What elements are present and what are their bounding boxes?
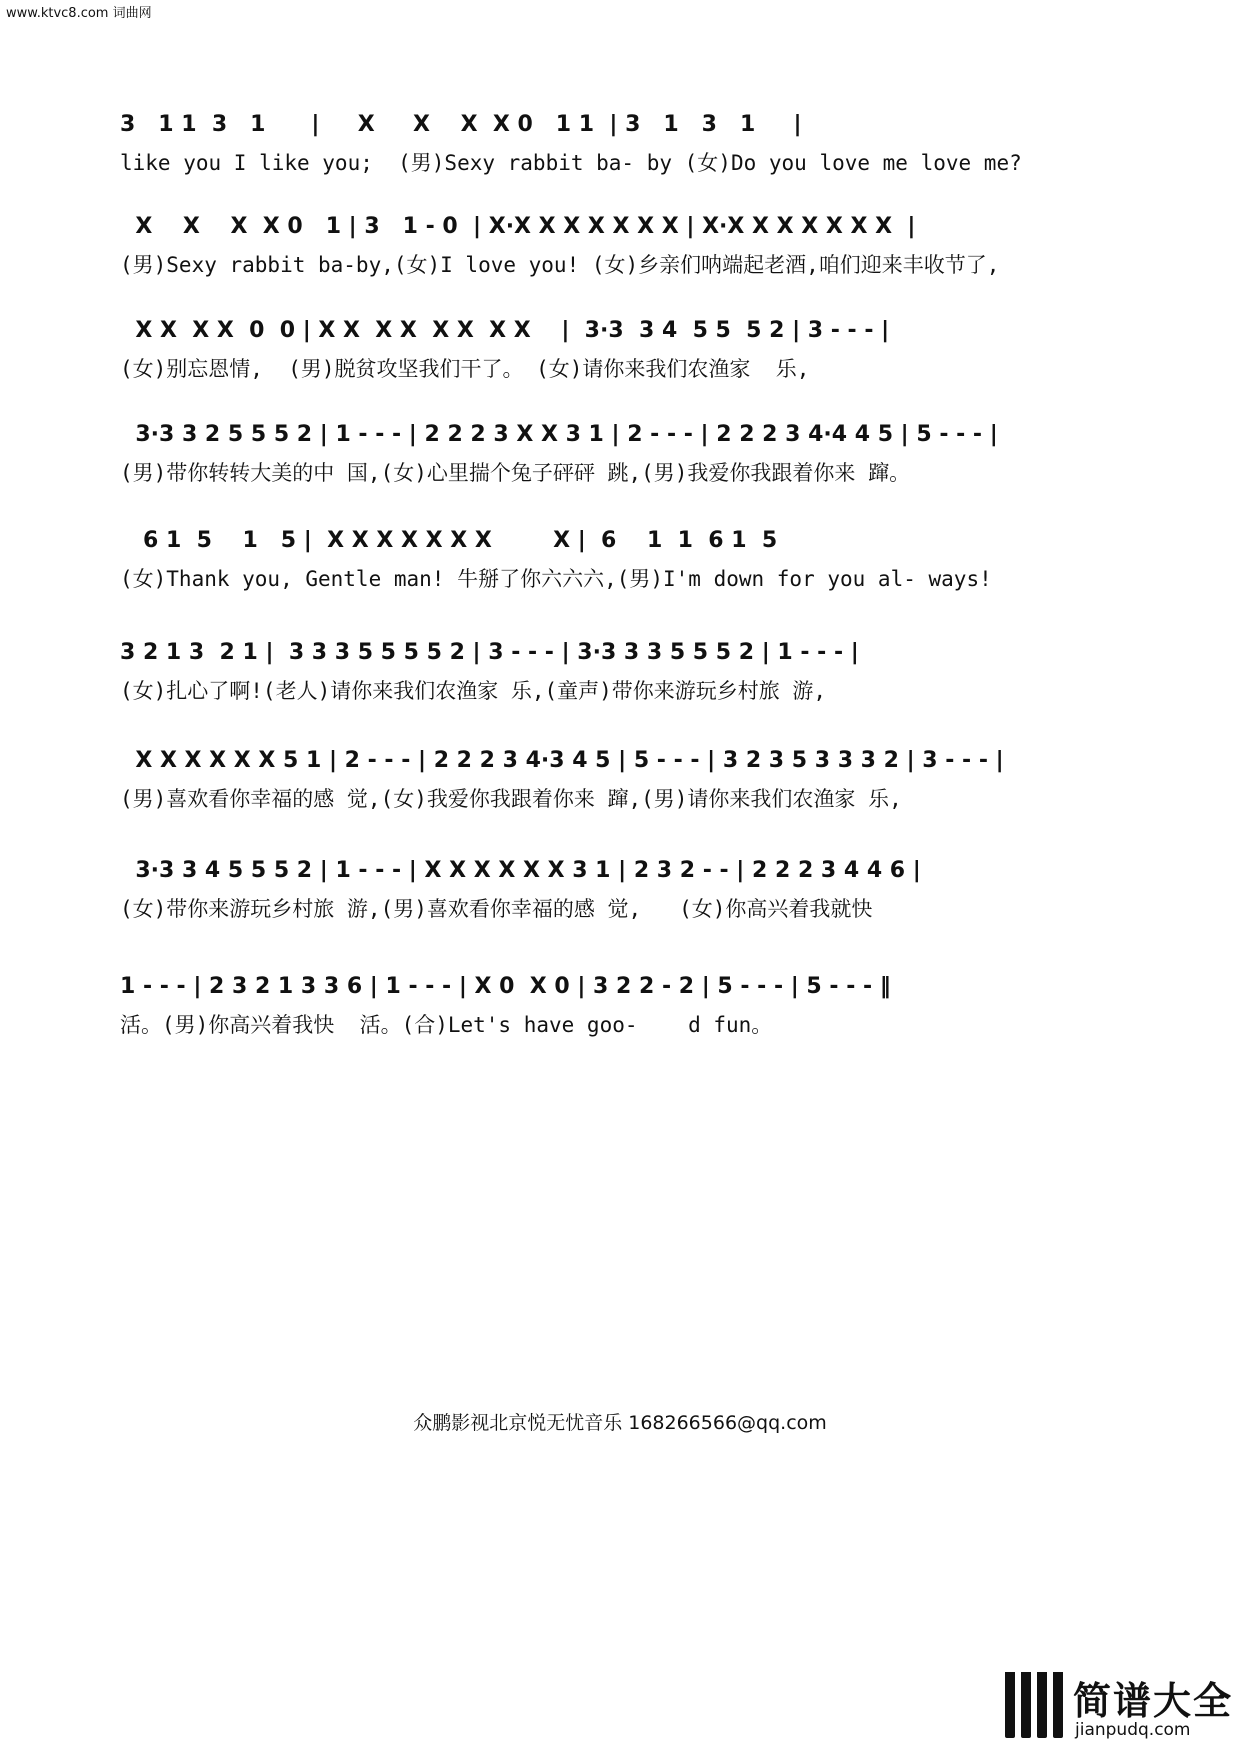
notation-line: X X X X 0 1 | 3 1 - 0 | X·X X X X X X X | X·X X X X X X X | [120,214,916,239]
notation-line: X X X X 0 0 | X X X X X X X X | 3·3 3 4 5 5 5 2 | 3 - - - | [120,318,890,343]
score-system [120,854,1130,934]
score-system [120,636,1130,716]
lyric-line: (男)带你转转大美的中 国,(女)心里揣个兔子砰砰 跳,(男)我爱你我跟着你来 蹿。 [120,461,911,485]
score-system [120,108,1130,188]
score-system [120,314,1130,394]
notation-line: 3·3 3 4 5 5 5 2 | 1 - - - | X X X X X X 3 1 | 2 3 2 - - | 2 2 2 3 4 4 6 | [120,858,921,883]
lyric-line: 活。(男)你高兴着我快 活。(合)Let's have goo- d fun。 [120,1013,773,1037]
lyric-line: (女)别忘恩情, (男)脱贫攻坚我们干了。 (女)请你来我们农渔家 乐, [120,357,810,381]
logo-url: jianpudq.com [1075,1720,1191,1740]
notation-line: 1 - - - | 2 3 2 1 3 3 6 | 1 - - - | X 0 X 0 | 3 2 2 - 2 | 5 - - - | 5 - - - ‖ [120,974,891,999]
score-system [120,210,1130,290]
lyric-line: like you I like you; (男)Sexy rabbit ba- by (女)Do you love me love me? [120,151,1022,175]
logo-title: 简谱大全 [1073,1679,1234,1723]
site-header: www.ktvc8.com 词曲网 [6,6,152,21]
notation-line: X X X X X X 5 1 | 2 - - - | 2 2 2 3 4·3 4 5 | 5 - - - | 3 2 3 5 3 3 3 2 | 3 - - - | [120,748,1004,773]
notation-line: 3 2 1 3 2 1 | 3 3 3 5 5 5 5 2 | 3 - - - | 3·3 3 3 5 5 5 2 | 1 - - - | [120,640,859,665]
piano-keys-icon [1005,1672,1065,1738]
lyric-line: (女)Thank you, Gentle man! 牛掰了你六六六,(男)I'm down for you al- ways! [120,567,992,591]
lyric-line: (男)喜欢看你幸福的感 觉,(女)我爱你我跟着你来 蹿,(男)请你来我们农渔家 乐, [120,787,902,811]
lyric-line: (女)带你来游玩乡村旅 游,(男)喜欢看你幸福的感 觉, (女)你高兴着我就快 [120,897,873,921]
score-system [120,418,1130,498]
lyric-line: (男)Sexy rabbit ba-by,(女)I love you! (女)乡亲们呐端起老酒,咱们迎来丰收节了, [120,253,1000,277]
score-system [120,524,1130,604]
score-system [120,744,1130,824]
notation-line: 3·3 3 2 5 5 5 2 | 1 - - - | 2 2 2 3 X X 3 1 | 2 - - - | 2 2 2 3 4·4 4 5 | 5 - - - | [120,422,998,447]
notation-line: 6 1 5 1 5 | X X X X X X X X | 6 1 1 6 1 5 [120,528,785,553]
notation-line: 3 1 1 3 1 | X X X X 0 1 1 | 3 1 3 1 | [120,112,802,137]
footer-credit: 众鹏影视北京悦无忧音乐 168266566@qq.com [413,1412,827,1434]
lyric-line: (女)扎心了啊!(老人)请你来我们农渔家 乐,(童声)带你来游玩乡村旅 游, [120,679,827,703]
score-system [120,970,1130,1050]
site-logo [1005,1670,1235,1750]
